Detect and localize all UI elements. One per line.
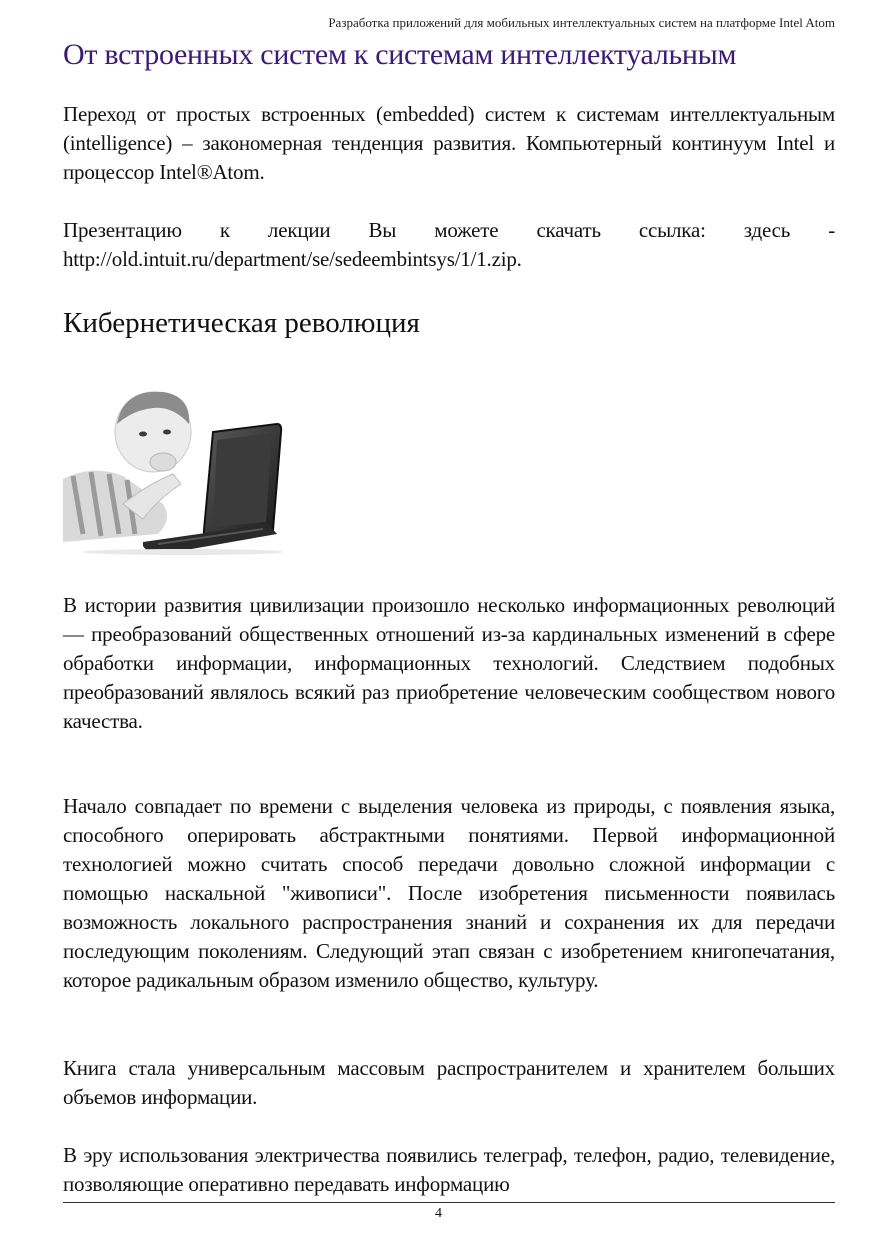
section-paragraph-2: Начало совпадает по времени с выделения человека из природы, с появления языка, способного оперировать абстрактными понятиями. Первой информационной технологией можно считать способ передачи довольно сложной информации с помощью наскальной "живописи". После изобретения письменности появилась возможность локального распространения знаний и сохранения их для передачи последующим поколениям. Следующий этап связан с изобретением книгопечатания, которое радикальным образом изменило общество, культуру. xyxy=(63,794,835,992)
section-title: Кибернетическая революция xyxy=(63,307,420,339)
section-paragraph-4: В эру использования электричества появились телеграф, телефон, радио, телевидение, позволяющие оперативно передавать информацию xyxy=(63,1143,835,1196)
section-paragraph-3: Книга стала универсальным массовым распространителем и хранителем больших объемов информации. xyxy=(63,1056,835,1109)
page-number: 4 xyxy=(435,1206,442,1221)
intro-paragraph-2: Презентацию к лекции Вы можете скачать ссылка: здесь - http://old.intuit.ru/department/se/sedeembintsys/1/1.zip. xyxy=(63,218,835,271)
footer-divider xyxy=(63,1202,835,1203)
intro-paragraph-1: Переход от простых встроенных (embedded) систем к системам интеллектуальным (intelligence) – закономерная тенденция развития. Компьютерный континуум Intel и процессор Intel®Atom. xyxy=(63,102,835,184)
chapter-title: От встроенных систем к системам интеллектуальным xyxy=(63,38,737,71)
child-with-laptop-illustration xyxy=(63,384,283,556)
section-paragraph-1: В истории развития цивилизации произошло несколько информационных революций — преобразований общественных отношений из-за кардинальных изменений в сфере обработки информации, информационных технологий. Следствием подобных преобразований являлось всякий раз приобретение человеческим сообществом нового качества. xyxy=(63,593,835,733)
running-header: Разработка приложений для мобильных интеллектуальных систем на платформе Intel Atom xyxy=(328,15,835,30)
